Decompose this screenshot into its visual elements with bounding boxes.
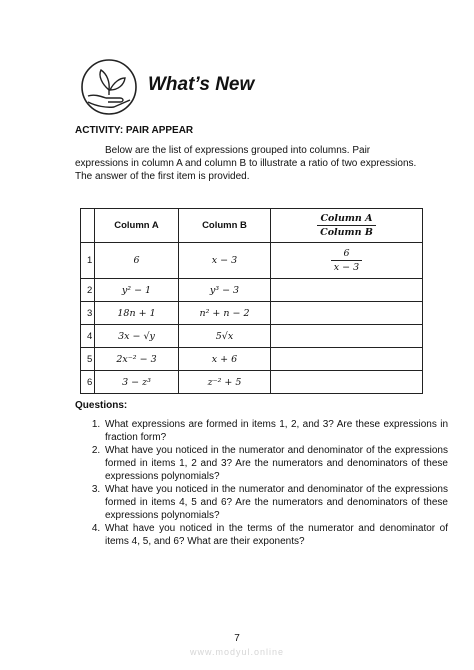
question-item: 4. What have you noticed in the terms of the numerator and denominator of items 4, 5, and 6? What are their exponents?	[103, 522, 448, 548]
table-header-row	[81, 209, 423, 243]
header-column-a: Column A	[95, 209, 179, 243]
questions-list	[75, 418, 448, 548]
questions-title-text: Questions	[75, 400, 124, 411]
answer-cell	[271, 371, 423, 394]
section-title: What’s New	[148, 74, 255, 95]
header-number-cell	[81, 209, 95, 243]
header-ratio-denominator: Column B	[320, 227, 373, 238]
header-ratio	[271, 209, 423, 243]
table-row	[81, 348, 423, 371]
column-a-value: 3 − z³	[95, 371, 179, 394]
header-column-b: Column B	[179, 209, 271, 243]
question-item: 3. What have you noticed in the numerator and denominator of the expressions formed in items 4, 5 and 6? Are the numerators and denominators of these expressions polynomials?	[103, 483, 448, 522]
answer-cell	[271, 243, 423, 279]
row-number: 6	[81, 371, 95, 394]
row-number: 5	[81, 348, 95, 371]
answer-numerator: 6	[331, 248, 362, 261]
row-number: 2	[81, 279, 95, 302]
column-a-value: 2x⁻² − 3	[95, 348, 179, 371]
column-a-value: y² − 1	[95, 279, 179, 302]
column-a-value: 18n + 1	[95, 302, 179, 325]
questions-title: Questions:	[75, 400, 128, 411]
column-b-value: x + 6	[179, 348, 271, 371]
table-row	[81, 371, 423, 394]
row-number: 1	[81, 243, 95, 279]
table-row	[81, 302, 423, 325]
column-b-value: 5√x	[179, 325, 271, 348]
column-b-value: z⁻² + 5	[179, 371, 271, 394]
answer-denominator: x − 3	[333, 262, 360, 273]
table-row	[81, 279, 423, 302]
row-number: 3	[81, 302, 95, 325]
column-a-value: 3x − √y	[95, 325, 179, 348]
watermark: www.modyul.online	[189, 647, 285, 657]
answer-cell	[271, 325, 423, 348]
column-b-value: x − 3	[179, 243, 271, 279]
activity-title: ACTIVITY: PAIR APPEAR	[75, 125, 194, 136]
hand-with-leaves-icon	[80, 58, 138, 116]
table-row	[81, 243, 423, 279]
column-a-value: 6	[95, 243, 179, 279]
question-item: 2. What have you noticed in the numerator and denominator of the expressions formed in items 1, 2 and 3? Are the numerators and denominators of these expressions polynomials?	[103, 444, 448, 483]
activity-instructions: Below are the list of expressions grouped into columns. Pair expressions in column A and column B to illustrate a ratio of two expressions. The answer of the first item is provided.	[75, 145, 417, 182]
answer-cell	[271, 302, 423, 325]
table-row	[81, 325, 423, 348]
answer-cell	[271, 348, 423, 371]
question-item: 1. What expressions are formed in items 1, 2, and 3? Are these expressions in fraction form?	[103, 418, 448, 444]
answer-cell	[271, 279, 423, 302]
column-b-value: y³ − 3	[179, 279, 271, 302]
row-number: 4	[81, 325, 95, 348]
page-number: 7	[234, 633, 240, 644]
pair-appear-table	[80, 208, 423, 394]
column-b-value: n² + n − 2	[179, 302, 271, 325]
header-ratio-numerator: Column A	[317, 213, 376, 226]
